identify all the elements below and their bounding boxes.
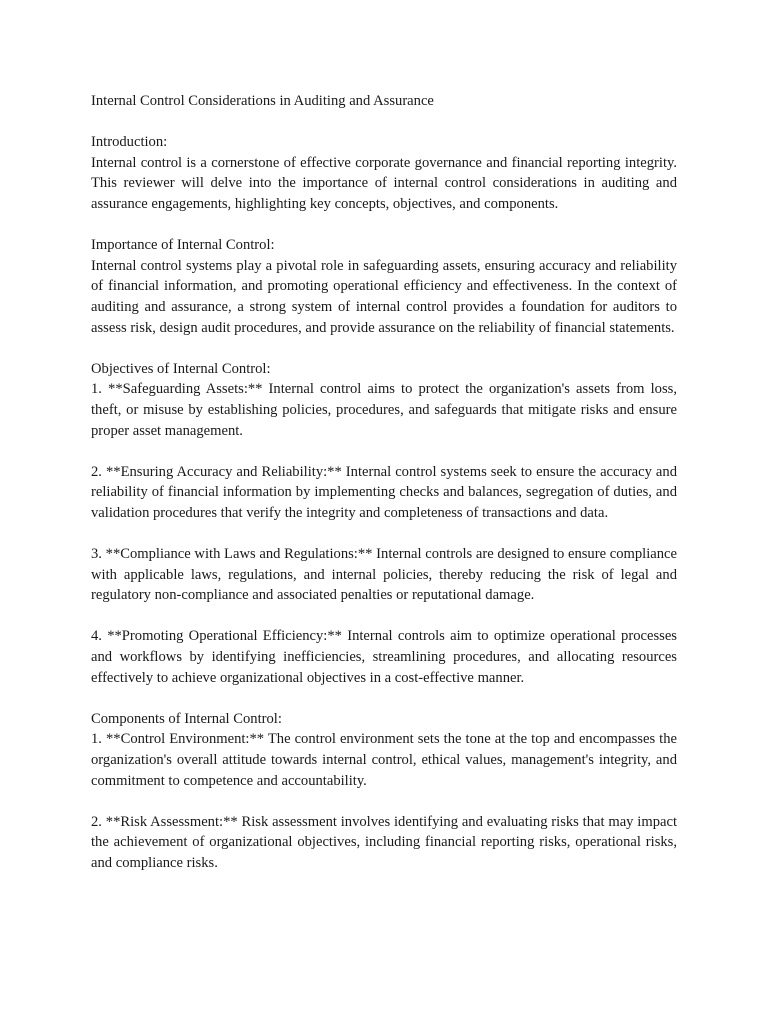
component-item bbox=[91, 812, 677, 874]
item-number: 4. bbox=[91, 628, 102, 645]
item-text: The control environment sets the tone at the top and encompasses the organization's overall attitude towards internal control, ethical values, management's integrity, and commitment to competence and accountability. bbox=[91, 731, 677, 789]
item-label: **Promoting Operational Efficiency:** bbox=[107, 628, 342, 645]
item-text: Internal controls aim to optimize operational processes and workflows by identifying inefficiencies, streamlining procedures, and allocating resources effectively to achieve organizational objectives in a cost-effective manner. bbox=[91, 628, 677, 686]
item-label: **Ensuring Accuracy and Reliability:** bbox=[105, 463, 342, 480]
document-title: Internal Control Considerations in Auditing and Assurance bbox=[91, 93, 434, 109]
importance-text: Internal control systems play a pivotal role in safeguarding assets, ensuring accuracy and reliability of financial information, and promoting operational efficiency and effectiveness. In the context of auditing and assurance, a strong system of internal control provides a foundation for auditors to assess risk, design audit procedures, and provide assurance on the reliability of financial statements. bbox=[91, 257, 677, 336]
item-number: 1. bbox=[91, 381, 102, 398]
item-number: 2. bbox=[91, 813, 102, 830]
item-number: 2. bbox=[91, 463, 102, 480]
item-label: **Compliance with Laws and Regulations:** bbox=[105, 546, 373, 563]
components-heading: Components of Internal Control: bbox=[91, 710, 282, 727]
item-label: **Control Environment:** bbox=[106, 731, 265, 748]
objective-item bbox=[91, 544, 677, 606]
objectives-heading: Objectives of Internal Control: bbox=[91, 360, 271, 377]
item-text: Internal control aims to protect the organization's assets from loss, theft, or misuse by establishing policies, procedures, and safeguards that mitigate risks and ensure proper asset management. bbox=[91, 381, 677, 439]
item-number: 3. bbox=[91, 546, 102, 563]
item-label: **Risk Assessment:** bbox=[105, 813, 238, 830]
item-text: Internal controls are designed to ensure compliance with applicable laws, regulations, and internal policies, thereby reducing the risk of legal and regulatory non-compliance and associated penalties or reputational damage. bbox=[91, 546, 678, 604]
item-label: **Safeguarding Assets:** bbox=[108, 381, 263, 398]
introduction-heading: Introduction: bbox=[91, 134, 168, 151]
objective-item bbox=[91, 626, 677, 688]
document-page bbox=[91, 91, 677, 894]
item-text: Risk assessment involves identifying and evaluating risks that may impact the achievement of organizational objectives, including financial reporting risks, operational risks, and compliance risks. bbox=[91, 813, 677, 871]
item-text: Internal control systems seek to ensure the accuracy and reliability of financial information by implementing checks and balances, segregation of duties, and validation procedures that verify the integrity and completeness of transactions and data. bbox=[91, 463, 677, 521]
item-number: 1. bbox=[91, 731, 102, 748]
component-item bbox=[91, 729, 677, 791]
objective-item bbox=[91, 379, 677, 441]
introduction-text: Internal control is a cornerstone of effective corporate governance and financial reporting integrity. This reviewer will delve into the importance of internal control considerations in auditing and assurance engagements, highlighting key concepts, objectives, and components. bbox=[91, 154, 677, 212]
importance-heading: Importance of Internal Control: bbox=[91, 237, 275, 254]
objective-item bbox=[91, 462, 677, 524]
